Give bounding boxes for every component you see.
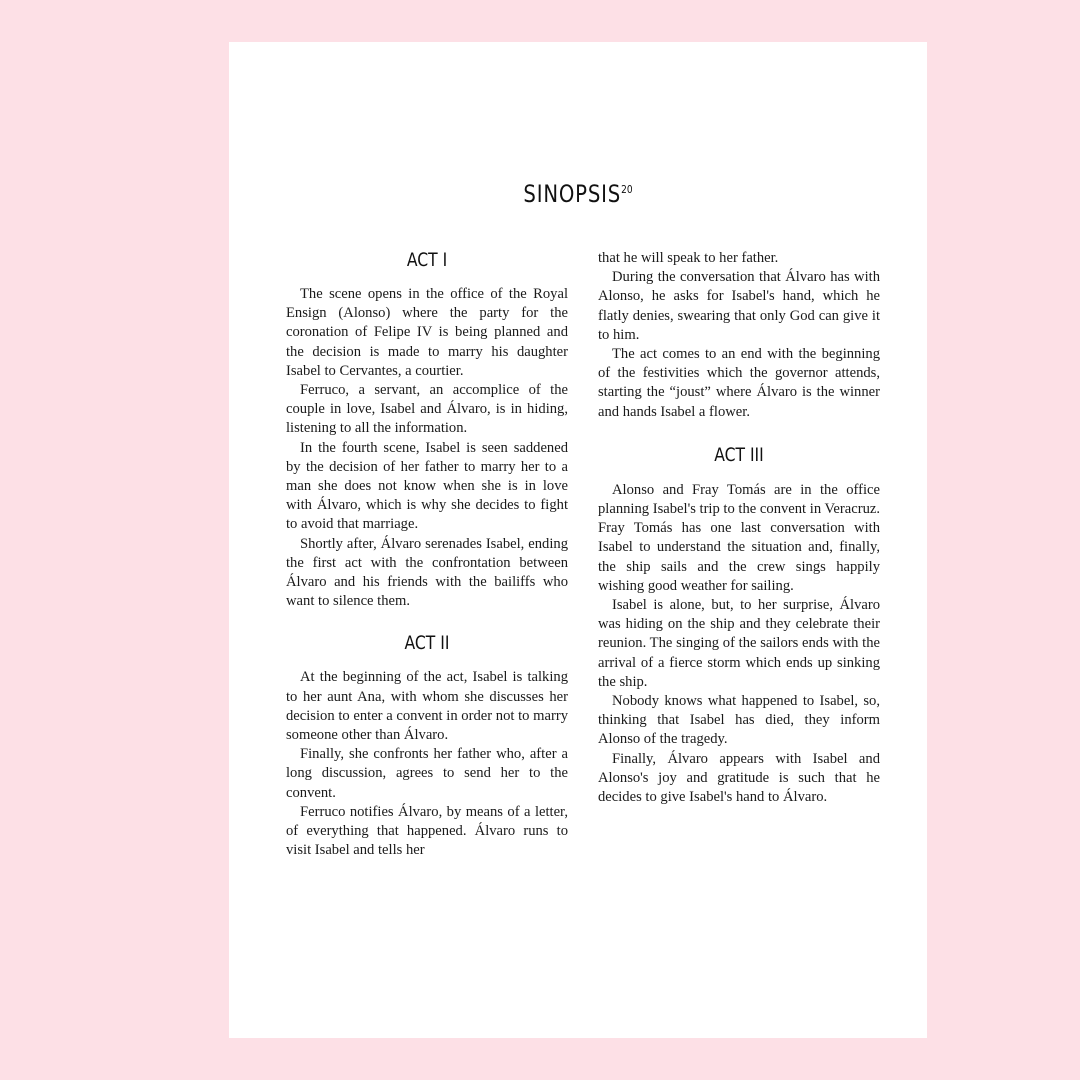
act2-heading: ACT II	[404, 632, 450, 655]
document-page	[229, 42, 927, 1038]
act2-paragraph-5: The act comes to an end with the beginning of the festivities which the governor attends, starting the “joust” where Álvaro is the winner and hands Isabel a flower.	[598, 346, 880, 420]
act3-heading: ACT III	[714, 443, 764, 466]
act1-paragraph-4: Shortly after, Álvaro serenades Isabel, ending the first act with the confrontation between Álvaro and his friends with the bailiffs who want to silence them.	[286, 535, 568, 610]
left-column	[286, 248, 568, 860]
act3-paragraph-1: Alonso and Fray Tomás are in the office planning Isabel's trip to the convent in Veracruz. Fray Tomás has one last conversation with Isabel to understand the situation and, finally, the ship sails and the crew sings happily wishing good weather for sailing.	[598, 481, 880, 594]
act3-paragraph-2: Isabel is alone, but, to her surprise, Álvaro was hiding on the ship and they celebrate their reunion. The singing of the sailors ends with the arrival of a fierce storm which ends up sinking the ship.	[598, 597, 880, 690]
act1-heading: ACT I	[406, 249, 448, 271]
title-text: SINOPSIS	[523, 180, 622, 208]
act2-paragraph-3: Ferruco notifies Álvaro, by means of a letter, of everything that happened. Álvaro runs to visit Isabel and tells her	[286, 803, 568, 859]
act1-paragraph-3: In the fourth scene, Isabel is seen saddened by the decision of her father to marry her to a man she does not know when she is in love with Álvaro, which is why she decides to fight to avoid that marriage.	[286, 439, 568, 533]
act2-paragraph-2: Finally, she confronts her father who, after a long discussion, agrees to send her to the convent.	[286, 746, 568, 801]
act1-paragraph-2: Ferruco, a servant, an accomplice of the couple in love, Isabel and Álvaro, is in hiding, listening to all the information.	[286, 382, 568, 437]
act3-paragraph-3: Nobody knows what happened to Isabel, so, thinking that Isabel has died, they inform Alonso of the tragedy.	[598, 693, 880, 748]
right-column	[598, 249, 880, 807]
page-title	[292, 180, 864, 208]
act3-paragraph-4: Finally, Álvaro appears with Isabel and Alonso's joy and gratitude is such that he decides to give Isabel's hand to Álvaro.	[598, 750, 880, 806]
act2-paragraph-3-continued: that he will speak to her father.	[598, 250, 779, 266]
act2-paragraph-1: At the beginning of the act, Isabel is talking to her aunt Ana, with whom she discusses her decision to enter a convent in order not to marry someone other than Álvaro.	[286, 669, 568, 744]
act1-paragraph-1: The scene opens in the office of the Royal Ensign (Alonso) where the party for the coronation of Felipe IV is being planned and the decision is made to marry his daughter Isabel to Cervantes, a courtier.	[286, 286, 568, 379]
title-footnote: 20	[621, 183, 633, 196]
act2-paragraph-4: During the conversation that Álvaro has with Alonso, he asks for Isabel's hand, which he flatly denies, swearing that only God can give it to him.	[598, 269, 880, 343]
